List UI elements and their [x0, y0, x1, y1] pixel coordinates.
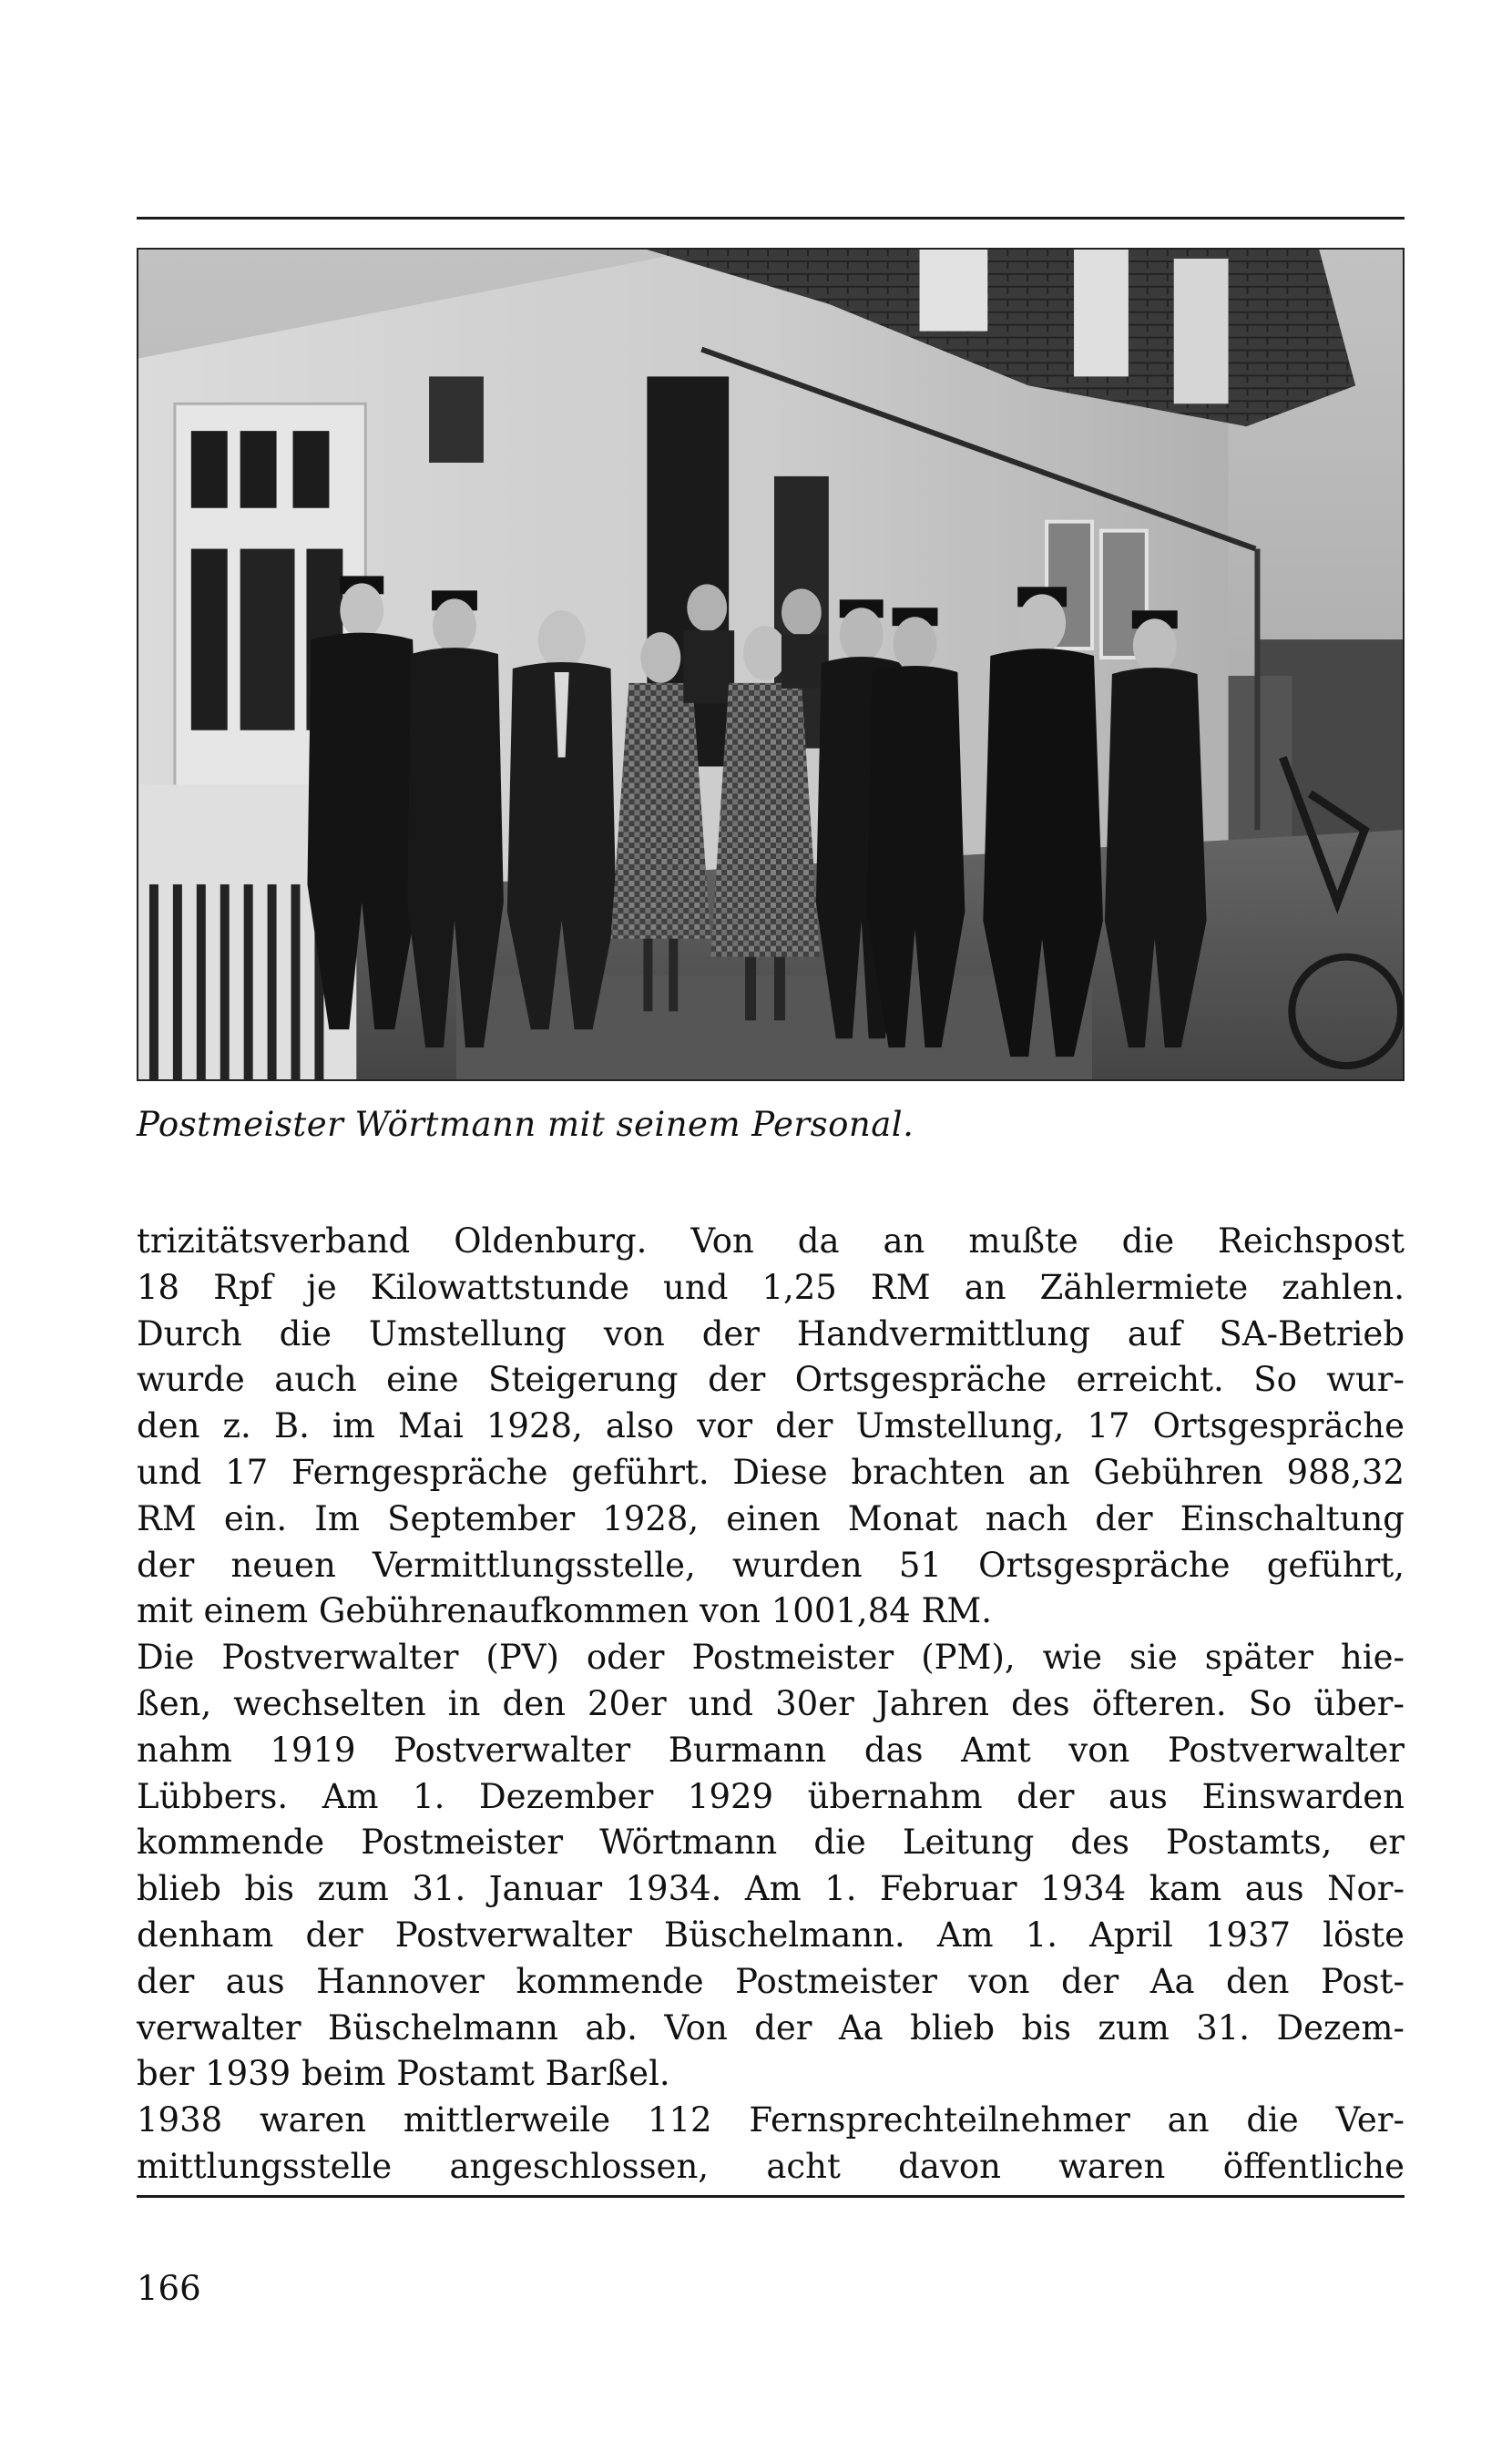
body-line: Die Postverwalter (PV) oder Postmeister (PM), wie sie später hie-	[137, 1638, 1405, 1678]
body-line: den z. B. im Mai 1928, also vor der Umstellung, 17 Ortsgespräche	[137, 1406, 1405, 1446]
body-line: Durch die Umstellung von der Handvermittlung auf SA-Betrieb	[137, 1313, 1405, 1353]
photograph-illustration	[138, 250, 1403, 1079]
body-line: mittlungsstelle angeschlossen, acht davon waren öffentliche	[137, 2146, 1405, 2186]
body-line: wurde auch eine Steigerung der Ortsgespräche erreicht. So wur-	[137, 1360, 1405, 1400]
photograph	[137, 248, 1405, 1081]
body-line: der aus Hannover kommende Postmeister von der Aa den Post-	[137, 1961, 1405, 2001]
figure-caption: Postmeister Wörtmann mit seinem Personal.	[137, 1105, 914, 1144]
body-line: 18 Rpf je Kilowattstunde und 1,25 RM an Zählermiete zahlen.	[137, 1267, 1405, 1307]
body-text	[137, 1219, 1405, 2191]
bottom-rule	[137, 2195, 1405, 2198]
page-number: 166	[137, 2269, 201, 2308]
body-line: mit einem Gebührenaufkommen von 1001,84 RM.	[137, 1591, 993, 1631]
top-rule	[137, 217, 1405, 220]
body-line: blieb bis zum 31. Januar 1934. Am 1. Februar 1934 kam aus Nor-	[137, 1869, 1405, 1909]
body-line: Lübbers. Am 1. Dezember 1929 übernahm der aus Einswarden	[137, 1776, 1405, 1816]
body-line: ber 1939 beim Postamt Barßel.	[137, 2054, 670, 2094]
body-line: denham der Postverwalter Büschelmann. Am 1. April 1937 löste	[137, 1915, 1405, 1955]
body-line: RM ein. Im September 1928, einen Monat nach der Einschaltung	[137, 1498, 1405, 1538]
body-line: der neuen Vermittlungsstelle, wurden 51 Ortsgespräche geführt,	[137, 1545, 1405, 1585]
body-line: nahm 1919 Postverwalter Burmann das Amt von Postverwalter	[137, 1730, 1405, 1770]
body-line: 1938 waren mittlerweile 112 Fernsprechteilnehmer an die Ver-	[137, 2100, 1405, 2140]
body-line: ßen, wechselten in den 20er und 30er Jahren des öfteren. So über-	[137, 1683, 1405, 1723]
body-line: trizitätsverband Oldenburg. Von da an mußte die Reichspost	[137, 1221, 1405, 1261]
body-line: kommende Postmeister Wörtmann die Leitung des Postamts, er	[137, 1823, 1405, 1863]
body-line: und 17 Ferngespräche geführt. Diese brachten an Gebühren 988,32	[137, 1452, 1405, 1492]
body-line: verwalter Büschelmann ab. Von der Aa blieb bis zum 31. Dezem-	[137, 2007, 1405, 2048]
